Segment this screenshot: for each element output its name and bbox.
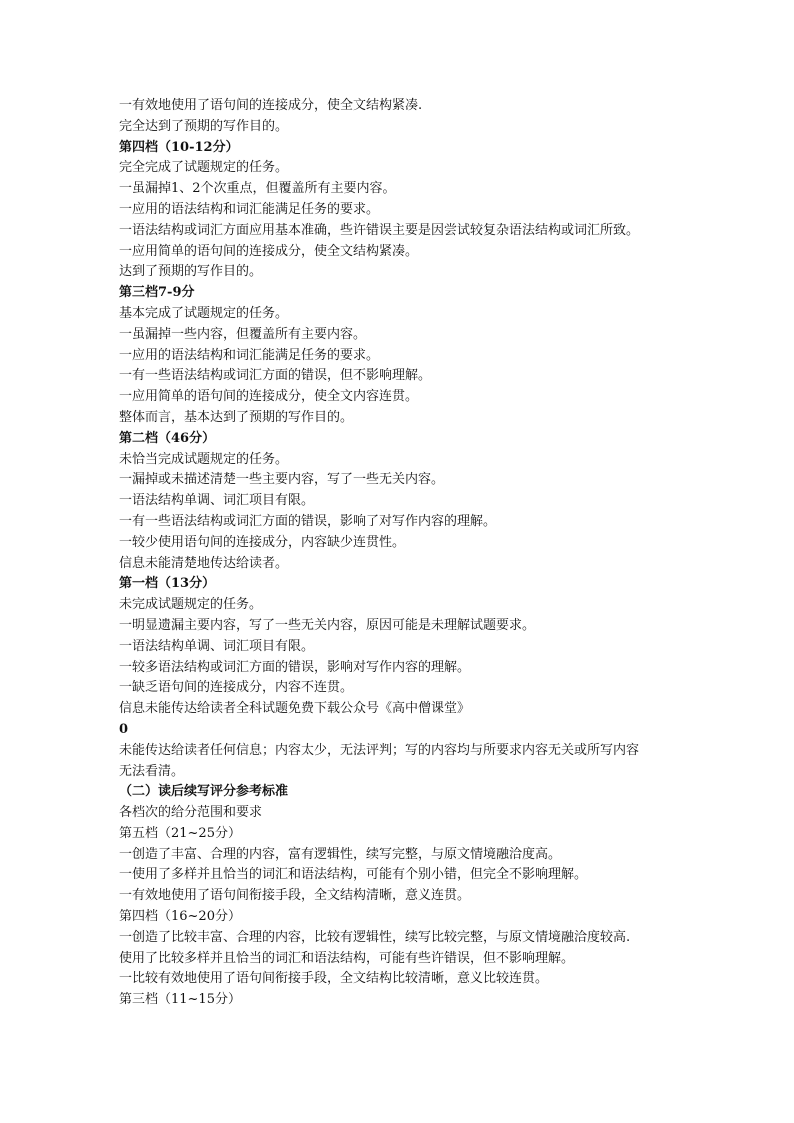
text-line: 一有效地使用了语句间衔接手段，全文结构清晰，意义连贯。	[119, 888, 471, 904]
document-body	[119, 96, 679, 1011]
text-line: 第三档（11~15分）	[119, 992, 241, 1008]
text-line: 一比较有效地使用了语句间衔接手段，全文结构比较清晰，意义比较连贯。	[119, 971, 549, 987]
text-line: 一应用的语法结构和词汇能满足任务的要求。	[119, 347, 380, 363]
text-line: 一语法结构单调、词汇项目有限。	[119, 493, 315, 509]
text-line: 一有一些语法结构或词汇方面的错误，但不影响理解。	[119, 368, 432, 384]
text-line: 未完成试题规定的任务。	[119, 597, 263, 613]
text-line: 信息未能清楚地传达给读者。	[119, 555, 289, 571]
section-heading: 0	[119, 721, 129, 737]
text-line: 一创造了丰富、合理的内容，富有逻辑性，续写完整，与原文情境融洽度高。	[119, 846, 562, 862]
text-line: 一使用了多样并且恰当的词汇和语法结构，可能有个别小错，但完全不影响理解。	[119, 867, 588, 883]
text-line: 基本完成了试题规定的任务。	[119, 305, 289, 321]
text-line: 一明显遗漏主要内容，写了一些无关内容，原因可能是未理解试题要求。	[119, 617, 536, 633]
text-line: 一较少使用语句间的连接成分，内容缺少连贯性。	[119, 534, 406, 550]
text-line: 信息未能传达给读者全科试题免费下载公众号《高中僧课堂》	[119, 701, 471, 717]
text-line: 一虽漏掉一些内容，但覆盖所有主要内容。	[119, 326, 367, 342]
text-line: 未恰当完成试题规定的任务。	[119, 451, 289, 467]
text-line: 使用了比较多样并且恰当的词汇和语法结构，可能有些许错误，但不影响理解。	[119, 950, 575, 966]
section-heading: 第三档7-9分	[119, 285, 195, 301]
text-line: 一漏掉或未描述清楚一些主要内容，写了一些无关内容。	[119, 472, 445, 488]
section-heading: （二）读后续写评分参考标准	[119, 784, 289, 800]
text-line: 整体而言，基本达到了预期的写作目的。	[119, 409, 354, 425]
text-line: 一应用简单的语句间的连接成分，使全文内容连贯。	[119, 389, 419, 405]
text-line: 一语法结构单调、词汇项目有限。	[119, 638, 315, 654]
text-line: 一有效地使用了语句间的连接成分，使全文结构紧凑.	[119, 98, 423, 113]
text-line: 第五档（21~25分）	[119, 825, 241, 841]
text-line: 一应用简单的语句间的连接成分，使全文结构紧凑。	[119, 243, 419, 259]
section-heading: 第二档（46分）	[119, 430, 216, 446]
text-line: 一应用的语法结构和词汇能满足任务的要求。	[119, 201, 380, 217]
text-line: 完全完成了试题规定的任务。	[119, 160, 289, 176]
text-line: 完全达到了预期的写作目的。	[119, 118, 289, 134]
text-line: 一语法结构或词汇方面应用基本准确，些许错误主要是因尝试较复杂语法结构或词汇所致。	[119, 222, 640, 238]
text-line: 无法看清。	[119, 763, 185, 779]
text-line: 各档次的给分范围和要求	[119, 805, 263, 821]
text-line: 未能传达给读者任何信息；内容太少，无法评判；写的内容均与所要求内容无关或所写内容	[119, 742, 640, 758]
text-line: 一较多语法结构或词汇方面的错误，影响对写作内容的理解。	[119, 659, 471, 675]
text-line: 一有一些语法结构或词汇方面的错误，影响了对写作内容的理解。	[119, 513, 497, 529]
text-line: 一创造了比较丰富、合理的内容，比较有逻辑性，续写比较完整，与原文情境融洽度较高.	[119, 929, 631, 945]
text-line: 达到了预期的写作目的。	[119, 264, 263, 280]
section-heading: 第一档（13分）	[119, 576, 216, 592]
text-line: 第四档（16~20分）	[119, 909, 241, 925]
text-line: 一虽漏掉1、2个次重点，但覆盖所有主要内容。	[119, 181, 396, 197]
section-heading: 第四档（10-12分）	[119, 139, 239, 155]
text-line: 一缺乏语句间的连接成分，内容不连贯。	[119, 680, 354, 696]
